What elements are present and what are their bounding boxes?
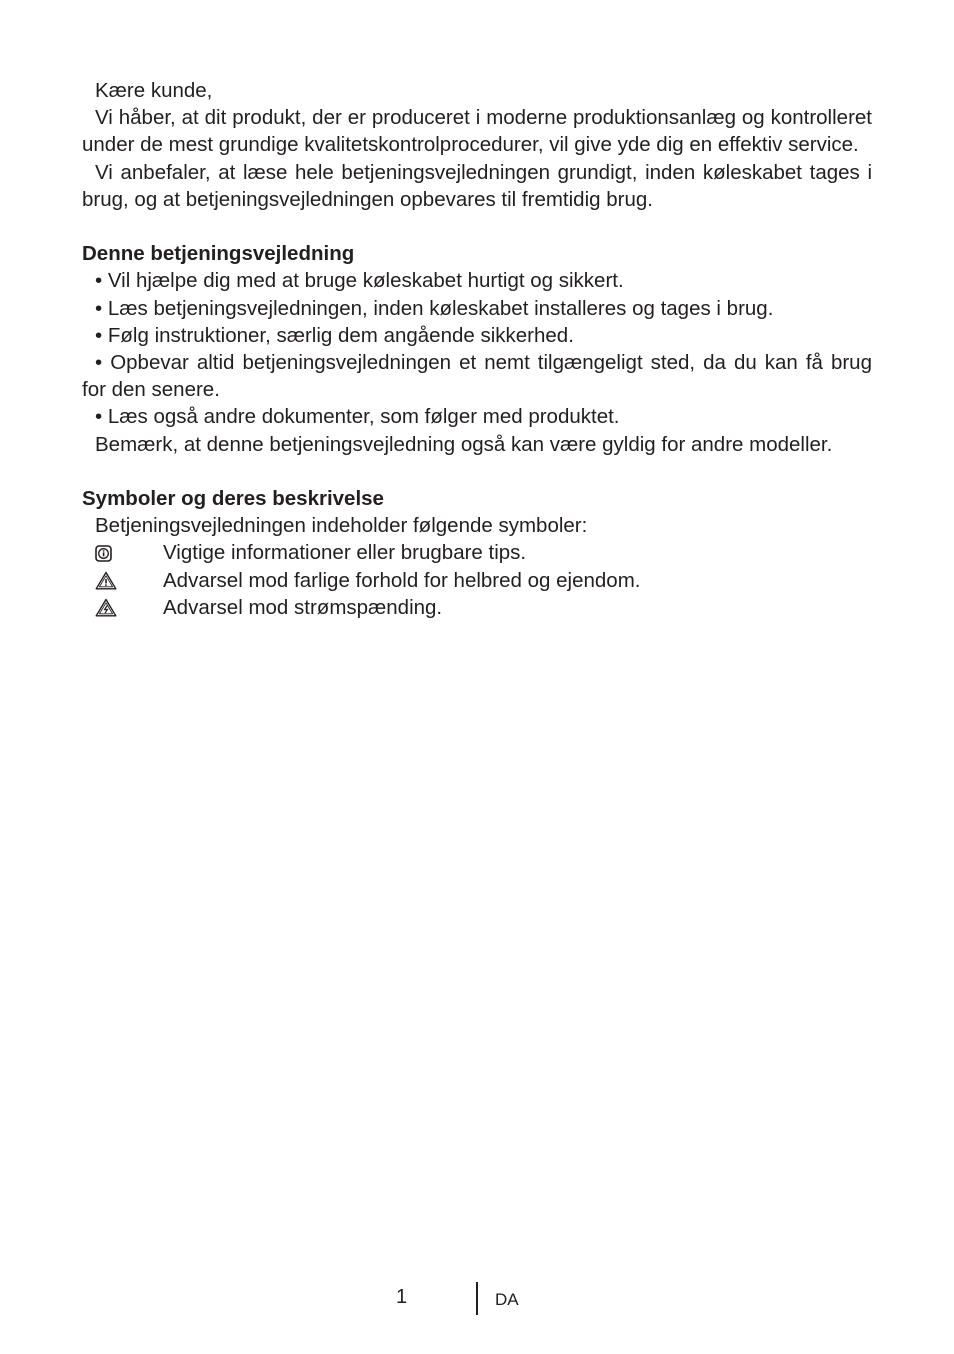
document-page: [82, 77, 872, 621]
greeting: Kære kunde,: [95, 79, 213, 102]
electric-warning-icon: [82, 598, 163, 617]
models-note: Bemærk, at denne betjeningsvejledning også kan være gyldig for andre modeller.: [95, 432, 833, 456]
footer-divider: [476, 1282, 478, 1315]
spacer: [82, 458, 872, 485]
bullet-item: • Opbevar altid betjeningsvejledningen et nemt tilgængeligt sted, da du kan få brug for den senere.: [82, 351, 872, 402]
bullet-item: • Følg instruktioner, særlig dem angående sikkerhed.: [95, 323, 574, 347]
page-footer: [0, 1282, 954, 1316]
intro-paragraph-2: Vi anbefaler, at læse hele betjeningsvejledningen grundigt, inden køleskabet tages i brug, og at betjeningsvejledningen opbevares til fremtidig brug.: [82, 160, 872, 211]
spacer: [82, 213, 872, 240]
symbol-description: Advarsel mod strømspænding.: [163, 595, 443, 619]
symbol-description: Advarsel mod farlige forhold for helbred og ejendom.: [163, 568, 641, 592]
symbol-description: Vigtige informationer eller brugbare tips.: [163, 541, 527, 565]
bullet-item: • Læs også andre dokumenter, som følger med produktet.: [95, 405, 620, 429]
warning-triangle-icon: [82, 571, 163, 590]
symbols-section-heading: Symboler og deres beskrivelse: [82, 487, 384, 511]
page-number: 1: [396, 1286, 408, 1308]
symbol-row: [82, 594, 872, 621]
manual-section-heading: Denne betjeningsvejledning: [82, 242, 355, 266]
bullet-item: • Vil hjælpe dig med at bruge køleskabet hurtigt og sikkert.: [95, 269, 624, 293]
bullet-item: • Læs betjeningsvejledningen, inden køleskabet installeres og tages i brug.: [95, 296, 774, 320]
symbols-intro: Betjeningsvejledningen indeholder følgende symboler:: [95, 514, 588, 538]
intro-paragraph-1: Vi håber, at dit produkt, der er produceret i moderne produktionsanlæg og kontrolleret under de mest grundige kvalitetskontrolprocedurer, vil give yde dig en effektiv service.: [82, 106, 872, 157]
language-code: DA: [495, 1290, 519, 1309]
symbol-row: [82, 539, 872, 566]
info-icon: [82, 545, 163, 562]
symbol-row: [82, 567, 872, 594]
